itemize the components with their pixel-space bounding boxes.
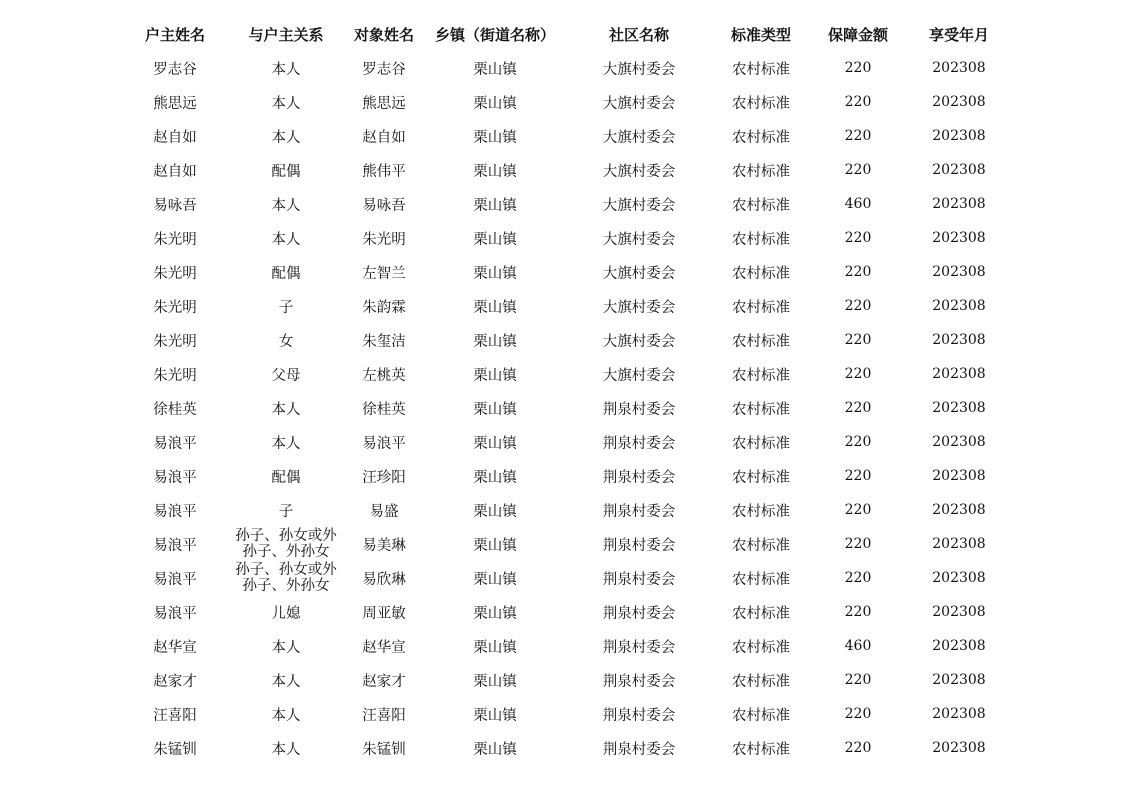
cell-amount: 220 xyxy=(844,94,872,110)
cell-standard-type: 农村标准 xyxy=(732,605,790,622)
cell-town: 栗山镇 xyxy=(473,231,517,248)
cell-recipient-name: 易浪平 xyxy=(362,435,406,452)
assistance-roster-table xyxy=(120,17,1010,765)
cell-month: 202308 xyxy=(932,536,986,552)
cell-month: 202308 xyxy=(932,570,986,586)
cell-relation: 本人 xyxy=(271,95,301,112)
cell-town: 栗山镇 xyxy=(473,605,517,622)
cell-recipient-name: 易欣琳 xyxy=(362,571,406,588)
cell-standard-type: 农村标准 xyxy=(732,571,790,588)
cell-amount: 220 xyxy=(844,366,872,382)
cell-standard-type: 农村标准 xyxy=(732,401,790,418)
cell-month: 202308 xyxy=(932,128,986,144)
table-row xyxy=(120,153,1010,187)
cell-town: 栗山镇 xyxy=(473,333,517,350)
cell-town: 栗山镇 xyxy=(473,197,517,214)
cell-head-name: 赵华宣 xyxy=(153,639,197,656)
cell-town: 栗山镇 xyxy=(473,469,517,486)
cell-standard-type: 农村标准 xyxy=(732,537,790,554)
cell-amount: 220 xyxy=(844,400,872,416)
cell-relation: 配偶 xyxy=(271,469,301,486)
table-row xyxy=(120,425,1010,459)
cell-town: 栗山镇 xyxy=(473,299,517,316)
cell-month: 202308 xyxy=(932,468,986,484)
table-row xyxy=(120,357,1010,391)
table-row xyxy=(120,493,1010,527)
cell-month: 202308 xyxy=(932,672,986,688)
cell-head-name: 徐桂英 xyxy=(153,401,197,418)
cell-head-name: 熊思远 xyxy=(153,95,197,112)
cell-recipient-name: 汪喜阳 xyxy=(362,707,406,724)
table-row xyxy=(120,595,1010,629)
cell-recipient-name: 赵自如 xyxy=(362,129,406,146)
cell-community: 荆泉村委会 xyxy=(602,741,676,758)
cell-month: 202308 xyxy=(932,434,986,450)
column-header-amount: 保障金额 xyxy=(827,25,888,44)
cell-relation: 配偶 xyxy=(271,265,301,282)
table-row xyxy=(120,697,1010,731)
cell-month: 202308 xyxy=(932,400,986,416)
cell-amount: 460 xyxy=(844,638,872,654)
cell-recipient-name: 周亚敏 xyxy=(362,605,406,622)
cell-head-name: 赵自如 xyxy=(153,163,197,180)
cell-amount: 220 xyxy=(844,706,872,722)
cell-head-name: 易浪平 xyxy=(153,605,197,622)
cell-recipient-name: 易咏吾 xyxy=(362,197,406,214)
cell-town: 栗山镇 xyxy=(473,503,517,520)
cell-town: 栗山镇 xyxy=(473,435,517,452)
cell-community: 大旗村委会 xyxy=(602,299,676,316)
table-row xyxy=(120,663,1010,697)
table-row xyxy=(120,561,1010,595)
cell-amount: 220 xyxy=(844,570,872,586)
table-row xyxy=(120,85,1010,119)
cell-standard-type: 农村标准 xyxy=(732,129,790,146)
cell-recipient-name: 汪珍阳 xyxy=(362,469,406,486)
cell-relation: 配偶 xyxy=(271,163,301,180)
cell-community: 大旗村委会 xyxy=(602,129,676,146)
cell-head-name: 朱光明 xyxy=(153,299,197,316)
cell-month: 202308 xyxy=(932,366,986,382)
cell-town: 栗山镇 xyxy=(473,673,517,690)
cell-head-name: 赵家才 xyxy=(153,673,197,690)
column-header-relation: 与户主关系 xyxy=(248,25,324,44)
cell-head-name: 朱锰钏 xyxy=(153,741,197,758)
cell-head-name: 易浪平 xyxy=(153,435,197,452)
cell-town: 栗山镇 xyxy=(473,367,517,384)
cell-community: 荆泉村委会 xyxy=(602,639,676,656)
cell-amount: 220 xyxy=(844,332,872,348)
cell-month: 202308 xyxy=(932,230,986,246)
table-row xyxy=(120,289,1010,323)
cell-month: 202308 xyxy=(932,740,986,756)
cell-head-name: 罗志谷 xyxy=(153,61,197,78)
column-header-community: 社区名称 xyxy=(608,25,669,44)
cell-head-name: 朱光明 xyxy=(153,333,197,350)
cell-head-name: 易浪平 xyxy=(153,469,197,486)
cell-amount: 220 xyxy=(844,298,872,314)
cell-amount: 220 xyxy=(844,672,872,688)
cell-standard-type: 农村标准 xyxy=(732,469,790,486)
cell-community: 荆泉村委会 xyxy=(602,469,676,486)
cell-head-name: 易浪平 xyxy=(153,503,197,520)
cell-town: 栗山镇 xyxy=(473,707,517,724)
cell-standard-type: 农村标准 xyxy=(732,299,790,316)
roster-sheet xyxy=(120,17,1010,765)
cell-recipient-name: 易盛 xyxy=(369,503,399,520)
cell-relation: 女 xyxy=(278,333,294,350)
cell-town: 栗山镇 xyxy=(473,163,517,180)
cell-community: 大旗村委会 xyxy=(602,231,676,248)
cell-relation: 孙子、孙女或外孙子、外孙女 xyxy=(235,562,337,594)
column-header-month: 享受年月 xyxy=(928,25,989,44)
cell-town: 栗山镇 xyxy=(473,639,517,656)
cell-amount: 220 xyxy=(844,264,872,280)
cell-standard-type: 农村标准 xyxy=(732,265,790,282)
cell-relation: 本人 xyxy=(271,741,301,758)
cell-month: 202308 xyxy=(932,706,986,722)
cell-standard-type: 农村标准 xyxy=(732,163,790,180)
cell-standard-type: 农村标准 xyxy=(732,503,790,520)
cell-head-name: 赵自如 xyxy=(153,129,197,146)
cell-relation: 子 xyxy=(278,299,294,316)
table-row xyxy=(120,51,1010,85)
cell-amount: 460 xyxy=(844,196,872,212)
cell-town: 栗山镇 xyxy=(473,537,517,554)
table-row xyxy=(120,221,1010,255)
cell-town: 栗山镇 xyxy=(473,61,517,78)
table-row xyxy=(120,629,1010,663)
cell-standard-type: 农村标准 xyxy=(732,197,790,214)
cell-relation: 本人 xyxy=(271,707,301,724)
cell-amount: 220 xyxy=(844,60,872,76)
cell-relation: 本人 xyxy=(271,197,301,214)
cell-community: 大旗村委会 xyxy=(602,367,676,384)
cell-community: 荆泉村委会 xyxy=(602,673,676,690)
cell-town: 栗山镇 xyxy=(473,129,517,146)
cell-community: 荆泉村委会 xyxy=(602,435,676,452)
cell-amount: 220 xyxy=(844,740,872,756)
cell-community: 大旗村委会 xyxy=(602,163,676,180)
cell-town: 栗山镇 xyxy=(473,401,517,418)
cell-month: 202308 xyxy=(932,264,986,280)
cell-community: 大旗村委会 xyxy=(602,61,676,78)
cell-community: 荆泉村委会 xyxy=(602,605,676,622)
cell-month: 202308 xyxy=(932,604,986,620)
cell-month: 202308 xyxy=(932,638,986,654)
cell-month: 202308 xyxy=(932,196,986,212)
cell-community: 大旗村委会 xyxy=(602,265,676,282)
cell-community: 大旗村委会 xyxy=(602,197,676,214)
cell-relation: 本人 xyxy=(271,435,301,452)
column-header-recipient-name: 对象姓名 xyxy=(353,25,414,44)
cell-head-name: 易浪平 xyxy=(153,537,197,554)
cell-month: 202308 xyxy=(932,94,986,110)
cell-head-name: 易咏吾 xyxy=(153,197,197,214)
cell-community: 大旗村委会 xyxy=(602,95,676,112)
cell-town: 栗山镇 xyxy=(473,741,517,758)
column-header-town: 乡镇（街道名称） xyxy=(434,25,555,44)
cell-recipient-name: 徐桂英 xyxy=(362,401,406,418)
cell-relation: 本人 xyxy=(271,401,301,418)
cell-standard-type: 农村标准 xyxy=(732,673,790,690)
cell-recipient-name: 朱光明 xyxy=(362,231,406,248)
column-header-head-name: 户主姓名 xyxy=(144,25,205,44)
cell-head-name: 汪喜阳 xyxy=(153,707,197,724)
table-row xyxy=(120,459,1010,493)
cell-amount: 220 xyxy=(844,502,872,518)
cell-month: 202308 xyxy=(932,502,986,518)
cell-amount: 220 xyxy=(844,162,872,178)
cell-standard-type: 农村标准 xyxy=(732,95,790,112)
cell-month: 202308 xyxy=(932,298,986,314)
table-row xyxy=(120,187,1010,221)
table-row xyxy=(120,119,1010,153)
cell-relation: 父母 xyxy=(271,367,301,384)
cell-recipient-name: 朱玺洁 xyxy=(362,333,406,350)
cell-standard-type: 农村标准 xyxy=(732,333,790,350)
cell-relation: 孙子、孙女或外孙子、外孙女 xyxy=(235,528,337,560)
cell-recipient-name: 朱锰钏 xyxy=(362,741,406,758)
cell-relation: 本人 xyxy=(271,673,301,690)
cell-recipient-name: 赵华宣 xyxy=(362,639,406,656)
cell-recipient-name: 朱韵霖 xyxy=(362,299,406,316)
cell-community: 荆泉村委会 xyxy=(602,503,676,520)
cell-community: 大旗村委会 xyxy=(602,333,676,350)
cell-month: 202308 xyxy=(932,60,986,76)
cell-standard-type: 农村标准 xyxy=(732,741,790,758)
table-row xyxy=(120,255,1010,289)
cell-relation: 儿媳 xyxy=(271,605,301,622)
cell-community: 荆泉村委会 xyxy=(602,537,676,554)
cell-recipient-name: 罗志谷 xyxy=(362,61,406,78)
cell-community: 荆泉村委会 xyxy=(602,571,676,588)
cell-amount: 220 xyxy=(844,230,872,246)
cell-relation: 子 xyxy=(278,503,294,520)
cell-recipient-name: 左桃英 xyxy=(362,367,406,384)
cell-recipient-name: 赵家才 xyxy=(362,673,406,690)
cell-standard-type: 农村标准 xyxy=(732,435,790,452)
cell-standard-type: 农村标准 xyxy=(732,61,790,78)
cell-standard-type: 农村标准 xyxy=(732,367,790,384)
table-row xyxy=(120,391,1010,425)
cell-town: 栗山镇 xyxy=(473,95,517,112)
cell-standard-type: 农村标准 xyxy=(732,707,790,724)
cell-recipient-name: 左智兰 xyxy=(362,265,406,282)
cell-relation: 本人 xyxy=(271,61,301,78)
cell-relation: 本人 xyxy=(271,639,301,656)
cell-head-name: 朱光明 xyxy=(153,367,197,384)
cell-relation: 本人 xyxy=(271,129,301,146)
column-header-standard-type: 标准类型 xyxy=(730,25,791,44)
cell-standard-type: 农村标准 xyxy=(732,231,790,248)
cell-recipient-name: 易美琳 xyxy=(362,537,406,554)
cell-head-name: 易浪平 xyxy=(153,571,197,588)
roster-body xyxy=(120,51,1010,765)
cell-standard-type: 农村标准 xyxy=(732,639,790,656)
cell-amount: 220 xyxy=(844,434,872,450)
cell-town: 栗山镇 xyxy=(473,571,517,588)
table-row xyxy=(120,731,1010,765)
table-row xyxy=(120,527,1010,561)
cell-amount: 220 xyxy=(844,536,872,552)
cell-amount: 220 xyxy=(844,128,872,144)
cell-head-name: 朱光明 xyxy=(153,265,197,282)
cell-community: 荆泉村委会 xyxy=(602,707,676,724)
cell-head-name: 朱光明 xyxy=(153,231,197,248)
cell-amount: 220 xyxy=(844,468,872,484)
header-row xyxy=(120,17,1010,51)
cell-month: 202308 xyxy=(932,332,986,348)
cell-relation: 本人 xyxy=(271,231,301,248)
cell-town: 栗山镇 xyxy=(473,265,517,282)
cell-amount: 220 xyxy=(844,604,872,620)
cell-recipient-name: 熊伟平 xyxy=(362,163,406,180)
cell-recipient-name: 熊思远 xyxy=(362,95,406,112)
cell-community: 荆泉村委会 xyxy=(602,401,676,418)
table-row xyxy=(120,323,1010,357)
cell-month: 202308 xyxy=(932,162,986,178)
